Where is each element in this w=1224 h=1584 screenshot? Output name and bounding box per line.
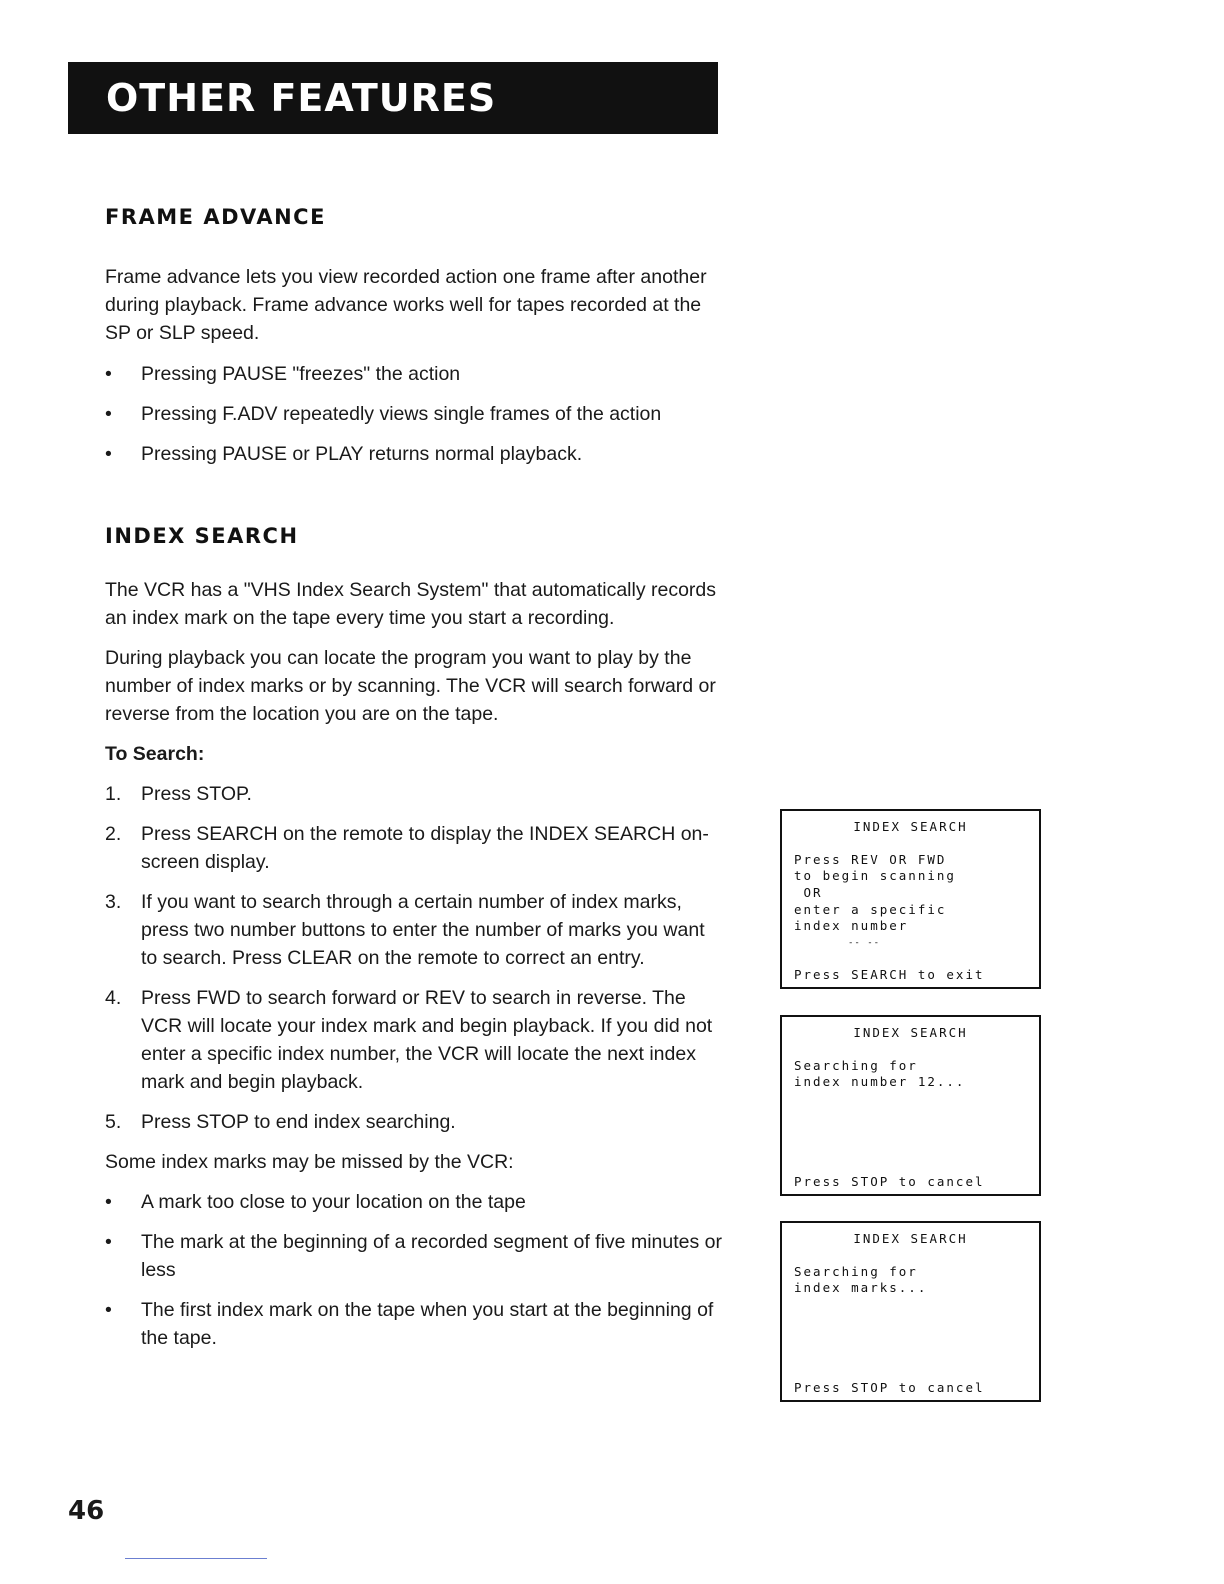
osd-line: OR xyxy=(794,885,823,900)
index-search-intro-2: During playback you can locate the program you want to play by the number of index marks or by scanning. The VCR will search forward or reverse from the location you are on the tape. xyxy=(105,647,716,725)
bullet-icon: • xyxy=(105,1191,112,1213)
osd-title: INDEX SEARCH xyxy=(853,1231,968,1246)
frame-advance-intro: Frame advance lets you view recorded action one frame after another during playback. Frame advance works well for tapes recorded at the SP or SLP speed. xyxy=(105,266,707,344)
main-content xyxy=(105,205,725,1352)
osd-footer: Press STOP to cancel xyxy=(794,1380,985,1395)
osd-line: enter a specific xyxy=(794,902,947,917)
osd-index-placeholder: -- -- xyxy=(848,938,881,948)
list-item: • A mark too close to your location on the tape xyxy=(105,1188,725,1216)
list-item: • Pressing F.ADV repeatedly views single frames of the action xyxy=(105,400,725,428)
step-item: 2. Press SEARCH on the remote to display the INDEX SEARCH on-screen display. xyxy=(105,823,709,873)
bullet-icon: • xyxy=(105,1299,112,1321)
osd-line: to begin scanning xyxy=(794,868,956,883)
bullet-icon: • xyxy=(105,1231,112,1253)
list-item: • Pressing PAUSE or PLAY returns normal playback. xyxy=(105,440,725,468)
page-number: 46 xyxy=(68,1496,105,1526)
missed-marks-bullets xyxy=(105,1188,725,1352)
search-steps xyxy=(105,780,725,1136)
osd-line: index number 12... xyxy=(794,1074,966,1089)
osd-title: INDEX SEARCH xyxy=(853,1025,968,1040)
osd-footer: Press SEARCH to exit xyxy=(794,967,985,982)
osd-screen-index-entry xyxy=(780,809,1041,989)
bullet-icon: • xyxy=(105,403,112,425)
step-item: 4. Press FWD to search forward or REV to search in reverse. The VCR will locate your index mark and begin playback. If you did not enter a specific index number, the VCR will locate the next index mark and begin playback. xyxy=(105,987,713,1093)
osd-footer: Press STOP to cancel xyxy=(794,1174,985,1189)
osd-line: index number xyxy=(794,918,909,933)
to-search-label: To Search: xyxy=(105,743,205,765)
index-search-intro-1: The VCR has a "VHS Index Search System" that automatically records an index mark on the tape every time you start a recording. xyxy=(105,579,717,629)
list-item: • The first index mark on the tape when you start at the beginning of the tape. xyxy=(105,1296,725,1352)
osd-title: INDEX SEARCH xyxy=(853,819,968,834)
section-banner xyxy=(68,62,718,134)
index-search-heading: INDEX SEARCH xyxy=(105,524,299,548)
osd-line: Searching for xyxy=(794,1264,918,1279)
bullet-icon: • xyxy=(105,443,112,465)
osd-screen-searching-marks xyxy=(780,1221,1041,1402)
footer-rule xyxy=(125,1558,267,1559)
frame-advance-heading: FRAME ADVANCE xyxy=(105,205,326,229)
step-item: 3. If you want to search through a certain number of index marks, press two number buttons to enter the number of marks you want to search. Press CLEAR on the remote to correct an entry. xyxy=(105,891,705,969)
step-item: 1. Press STOP. xyxy=(105,783,252,805)
bullet-icon: • xyxy=(105,363,112,385)
missed-marks-intro: Some index marks may be missed by the VCR: xyxy=(105,1151,514,1173)
frame-advance-bullets xyxy=(105,360,725,468)
list-item: • Pressing PAUSE "freezes" the action xyxy=(105,360,725,388)
osd-line: Press REV OR FWD xyxy=(794,852,947,867)
osd-screen-searching-number xyxy=(780,1015,1041,1196)
step-item: 5. Press STOP to end index searching. xyxy=(105,1111,456,1133)
section-title: OTHER FEATURES xyxy=(106,76,497,120)
list-item: • The mark at the beginning of a recorded segment of five minutes or less xyxy=(105,1228,725,1284)
osd-line: Searching for xyxy=(794,1058,918,1073)
osd-line: index marks... xyxy=(794,1280,928,1295)
